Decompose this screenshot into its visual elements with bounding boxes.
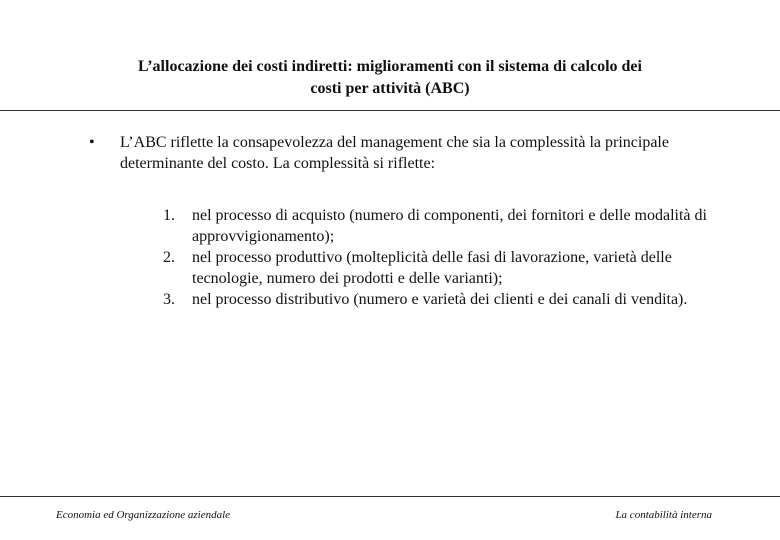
list-item	[155, 205, 715, 247]
list-item-text: nel processo di acquisto (numero di componenti, dei fornitori e delle modalità di approvvigionamento);	[192, 207, 707, 245]
slide-title	[60, 56, 720, 100]
footer-divider	[0, 496, 780, 497]
list-item-number: 1.	[163, 207, 175, 224]
list-item	[155, 289, 715, 310]
footer-course-name: Economia ed Organizzazione aziendale	[56, 509, 231, 521]
slide-title-line-1: L’allocazione dei costi indiretti: miglioramenti con il sistema di calcolo dei	[138, 58, 642, 75]
bullet-text: L’ABC riflette la consapevolezza del management che sia la complessità la principale determinante del costo. La complessità si riflette:	[120, 134, 669, 172]
list-item-number: 3.	[163, 291, 175, 308]
bullet-icon: •	[89, 134, 95, 151]
list-item-text: nel processo produttivo (molteplicità delle fasi di lavorazione, varietà delle tecnologie, numero dei prodotti e delle varianti);	[192, 249, 672, 287]
numbered-list	[155, 205, 715, 310]
title-divider	[0, 110, 780, 111]
list-item-number: 2.	[163, 249, 175, 266]
list-item	[155, 247, 715, 289]
list-item-text: nel processo distributivo (numero e varietà dei clienti e dei canali di vendita).	[192, 291, 688, 308]
footer-section-name: La contabilità interna	[615, 509, 712, 521]
slide-title-line-2: costi per attività (ABC)	[310, 80, 470, 97]
